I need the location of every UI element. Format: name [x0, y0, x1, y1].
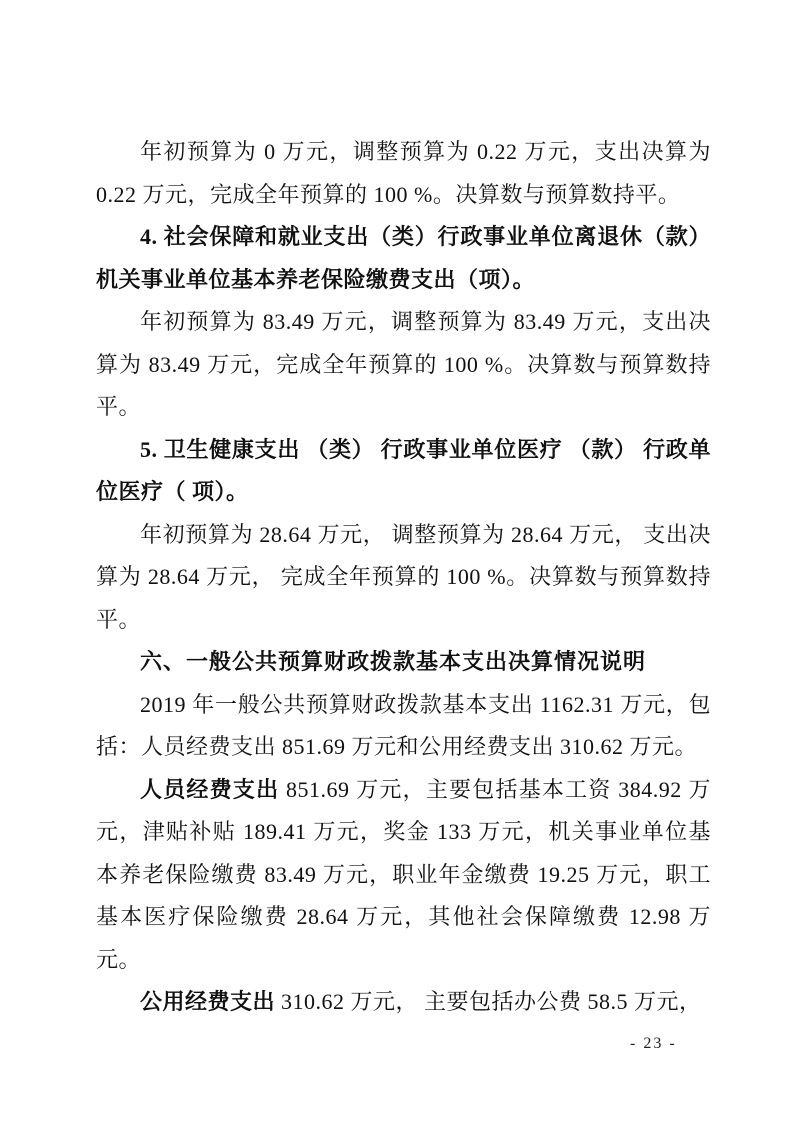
paragraph-2019-basic-expenditure: 2019 年一般公共预算财政拨款基本支出 1162.31 万元，包括：人员经费支出 851.69 万元和公用经费支出 310.62 万元。: [96, 691, 711, 759]
paragraph-public-expense: [96, 981, 711, 1024]
paragraph-budget-0.22: 年初预算为 0 万元，调整预算为 0.22 万元，支出决算为 0.22 万元，完成全年预算的 100 %。决算数与预算数持平。: [96, 139, 711, 207]
paragraph-personnel-expense: [96, 769, 711, 982]
paragraph-public-expense-lead: 公用经费支出: [140, 989, 276, 1014]
paragraph-personnel-expense-lead: 人员经费支出: [140, 776, 280, 802]
paragraph-budget-28.64: 年初预算为 28.64 万元， 调整预算为 28.64 万元， 支出决算为 28.64 万元， 完成全年预算的 100 %。决算数与预算数持平。: [96, 521, 711, 632]
heading-item-4-social-security: 4. 社会保障和就业支出（类）行政事业单位离退休（款）机关事业单位基本养老保险缴费支出（项）。: [96, 224, 711, 292]
document-content: [96, 131, 711, 1024]
section-heading-six-basic-expenditure: 六、一般公共预算财政拨款基本支出决算情况说明: [140, 649, 647, 674]
page-number: - 23 -: [630, 1035, 677, 1052]
paragraph-public-expense-text: 310.62 万元， 主要包括办公费 58.5 万元，: [275, 989, 702, 1014]
heading-item-5-health: 5. 卫生健康支出 （类） 行政事业单位医疗 （款） 行政单位医疗（ 项）。: [96, 436, 711, 504]
paragraph-budget-83.49: 年初预算为 83.49 万元，调整预算为 83.49 万元，支出决算为 83.49 万元，完成全年预算的 100 %。决算数与预算数持平。: [96, 309, 711, 419]
paragraph-personnel-expense-text: 851.69 万元，主要包括基本工资 384.92 万元，津贴补贴 189.41 万元，奖金 133 万元，机关事业单位基本养老保险缴费 83.49 万元，职业年金缴费 19.25 万元，职工基本医疗保险缴费 28.64 万元，其他社会保障缴费 12.98 万元。: [96, 776, 711, 972]
